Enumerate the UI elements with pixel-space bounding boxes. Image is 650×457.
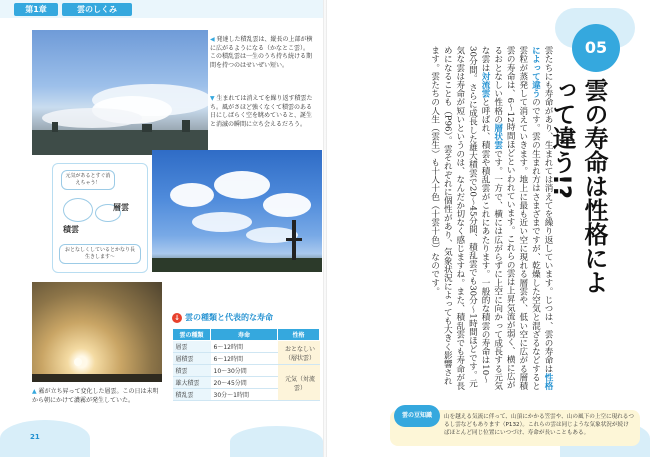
stratus-label: 層雲: [113, 203, 129, 212]
down-arrow-icon: ↓: [172, 313, 182, 323]
trivia-text: 山を越える気流に伴って、山頂にかかる笠雲や、山の風下の上空に現れるつるし雲などもあります（P132）。これらの雲は同じような気象状況が続けばほとんど同じ位置にいつづけ、寿命が長いこともある。: [444, 414, 634, 436]
photo-cumulus: [152, 150, 322, 272]
caption-arrow-icon: ▼: [210, 95, 215, 102]
table-cell-life: 30分〜1時間: [211, 389, 278, 401]
table-cell-name: 積乱雲: [173, 389, 211, 401]
article-title: 雲の寿命は性格によって違う!?: [548, 78, 608, 294]
table-row: [173, 365, 320, 377]
cumulus-photo-illustration: [152, 150, 322, 272]
body-text: のです。雲の生まれ方はさまざまですが、乾燥した空気と混ざるなどすると雲粒が蒸発して消えていきます。地上に最も近い空に現れる層雲や、低い空に広がる層積雲の寿命は、6〜12時間ほどといわれています。これらの雲は上昇気流が弱く、横に広がるおとなしい性格の: [492, 46, 541, 391]
caption-arrow-icon: ▲: [32, 388, 37, 395]
table-header: 雲の種類: [173, 329, 211, 341]
photo2-caption: [210, 95, 314, 129]
table-header-row: [173, 329, 320, 341]
photo-stratus: [32, 282, 162, 382]
cumulus-label: 積雲: [63, 225, 79, 234]
table-row: [173, 341, 320, 353]
body-text: と呼ばれ、積雲や積乱雲がこれにあたります。一般的な積雲の寿命は10〜30分間。さらに成長した雄大積雲で20〜45分間、積乱雲でも30分〜1時間ほどです。元気な雲は寿命が短いというのは、なんだか切なく感じますね。また、積乱雲でも寿命が長めになることも（P96）。雲それぞれに個性があり、気象状況によっても大きく影響されます。雲たちの人生（雲生）も十人十色（十雲十色）なのです。: [429, 46, 491, 390]
table-cell-life: 10〜30分間: [211, 365, 278, 377]
table-title-text: 雲の種類と代表的な寿命: [185, 313, 273, 322]
photo3-caption-text: 霧が立ち昇って変化した層雲。この日は未明から朝にかけて濃霧が発生していた。: [32, 388, 159, 404]
highlight-text: 性格によって違う: [530, 46, 553, 391]
footer-cloud-decoration: [0, 420, 90, 457]
table-title: [172, 312, 320, 326]
table-cell-name: 雄大積雲: [173, 377, 211, 389]
cumulus-character-icon: [63, 198, 93, 222]
stratus-photo-illustration: [32, 282, 162, 382]
highlight-text: 層状雲: [492, 123, 503, 150]
table-cell-name: 積雲: [173, 365, 211, 377]
table-cell-name: 層積雲: [173, 353, 211, 365]
trivia-badge: 雲の豆知識: [394, 405, 440, 427]
article-number-badge: 05: [572, 24, 620, 72]
article-body: [428, 46, 554, 392]
photo3-caption: [32, 388, 162, 405]
photo1-caption: [210, 36, 314, 70]
cloud-character-illustration: [52, 163, 148, 273]
cloud-lifespan-table: [172, 328, 320, 401]
table-header: 性格: [278, 329, 320, 341]
table-header: 寿命: [211, 329, 278, 341]
table-cell-name: 層雲: [173, 341, 211, 353]
table-cell-prop: 元気（対流雲）: [278, 365, 320, 401]
body-text: 雲たちにも寿命があり、生まれては消えてを繰り返しています。じつは、雲の寿命は: [543, 46, 553, 373]
table-cell-life: 6〜12時間: [211, 353, 278, 365]
page-number-left: 21: [30, 433, 40, 441]
photo1-caption-text: 発達した積乱雲は、縦長の上部が横に広がるようになる（かなとこ雲）。この積乱雲は一生のうち持ち続ける期間を持つのはせいぜい短い。: [210, 36, 313, 69]
highlight-text: 対流雲: [480, 71, 491, 98]
table-cell-life: 6〜12時間: [211, 341, 278, 353]
photo-cumulonimbus: [32, 30, 208, 155]
page-gutter: [323, 0, 327, 457]
caption-arrow-icon: ◀: [210, 36, 215, 43]
speech-bubble-cumulus: 元気があるとすぐ消えちゃう！: [61, 170, 115, 190]
table-cell-prop: おとなしい（層状雲）: [278, 341, 320, 365]
cumulonimbus-illustration: [32, 30, 208, 155]
speech-bubble-stratus: おとなしくしているとかなり長生きします〜: [59, 244, 141, 264]
section-tab: 雲のしくみ: [62, 3, 132, 16]
body-text: です。一方で、横には広がらずに上空に向かって成長する元気な雲は: [480, 46, 503, 391]
photo2-caption-text: 生まれては消えてを繰り返す積雲たち。風がさほど強くなくて積雲のある日にしばらく空を眺めていると、誕生と消滅の瞬間に立ち会えるだろう。: [210, 95, 313, 128]
footer-cloud-decoration: [230, 426, 323, 457]
table-cell-life: 20〜45分間: [211, 377, 278, 389]
chapter-tab: 第1章: [14, 3, 58, 16]
